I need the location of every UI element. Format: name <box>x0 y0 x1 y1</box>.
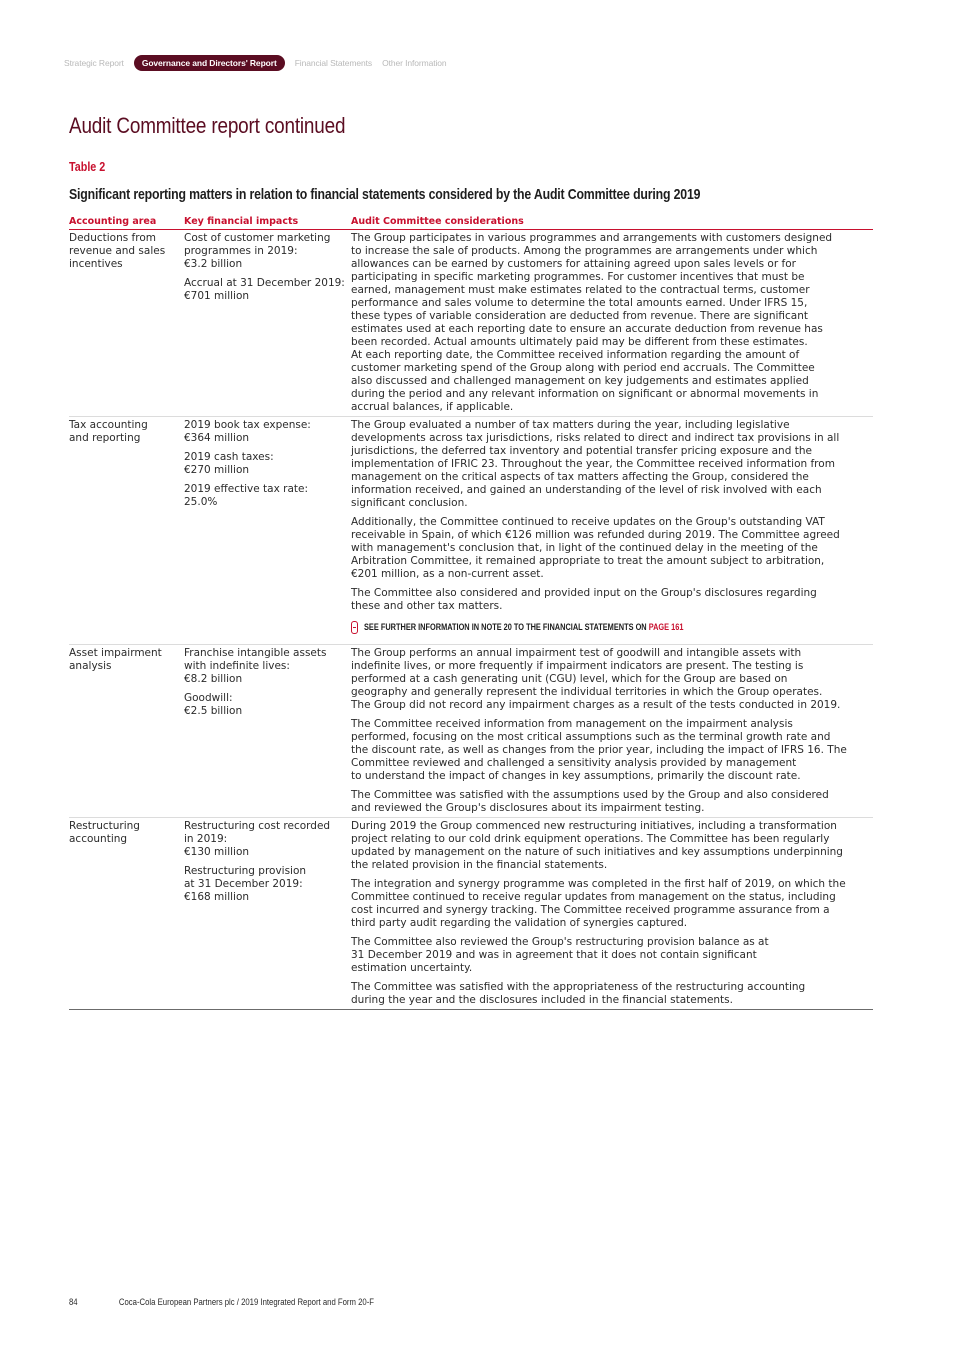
table-row <box>69 818 873 1010</box>
considerations-cell <box>351 419 873 644</box>
impact-text: 2019 cash taxes: €270 million <box>184 451 274 476</box>
accounting-area-text: Tax accounting and reporting <box>69 419 148 444</box>
table-row <box>69 417 873 645</box>
consideration-paragraph: The Committee was satisfied with the assumptions used by the Group and also considered and reviewed the Group's disclosures about its impairment testing. <box>351 789 829 814</box>
accounting-area-cell <box>69 820 184 1009</box>
impact-text: Accrual at 31 December 2019: €701 million <box>184 277 345 302</box>
consideration-paragraph: The Committee received information from management on the impairment analysis performed, focusing on the most critical assumptions such as the terminal growth rate and the discount rate, as well as changes from the prior year, including the impact of IFRS 16. The Committee reviewed and challenged a sensitivity analysis provided by management to understand the impact of changes in key assumptions, primarily the discount rate. <box>351 718 847 782</box>
page-title: Audit Committee report continued <box>69 113 346 138</box>
consideration-paragraph: The integration and synergy programme was completed in the first half of 2019, on which the Committee continued to receive regular updates from management on the status, including cost incurred and synergy tracking. The Committee received programme assurance from a third party audit regarding the validation of synergies captured. <box>351 878 846 929</box>
nav-tab-governance[interactable]: Governance and Directors' Report <box>134 55 285 71</box>
consideration-paragraph: During 2019 the Group commenced new restructuring initiatives, including a transformation project relating to our cold drink equipment operations. The Committee has been regularly updated by management on the nature of such initiatives and key assumptions underpinning the related provision in the financial statements. <box>351 820 843 871</box>
section-nav <box>64 55 457 71</box>
accounting-area-text: Asset impairment analysis <box>69 647 162 672</box>
page-reference-link[interactable]: PAGE 161 <box>648 622 684 632</box>
header-accounting-area: Accounting area <box>69 216 157 227</box>
document-reference-icon <box>351 621 358 634</box>
impact-text: Goodwill: €2.5 billion <box>184 692 243 717</box>
consideration-paragraph: Additionally, the Committee continued to receive updates on the Group's outstanding VAT receivable in Spain, of which €126 million was refunded during 2019. The Committee agreed with management's conclusion that, in light of the continued delay in the meeting of the Arbitration Committee, it remained appropriate to treat the amount subject to arbitration, €201 million, as a non-current asset. <box>351 516 840 580</box>
table-label: Table 2 <box>69 160 106 174</box>
impact-text: 2019 effective tax rate: 25.0% <box>184 483 309 508</box>
table-row <box>69 645 873 818</box>
consideration-paragraph: The Group participates in various programmes and arrangements with customers designed to increase the sale of products. Among the programmes are arrangements under which allowances can be earned by customers for attaining agreed upon sales levels or for participating in specific marketing programmes. For customer incentives that must be earned, management must make estimates related to the contractual terms, customer performance and sales volume to determine the total amounts earned. Under IFRS 15, these types of variable consideration are deducted from revenue. There are significant estimates used at each reporting date to ensure an accurate deduction from revenue has been recorded. Actual amounts ultimately paid may be different from these estimates. At each reporting date, the Committee received information regarding the amount of customer marketing spend of the Group along with period end accruals. The Committee also discussed and challenged management on key judgements and estimates applied during the period and any relevant information on significant or abnormal movements in accrual balances, if applicable. <box>351 232 833 413</box>
accounting-area-cell <box>69 419 184 644</box>
nav-tab-strategic-report[interactable]: Strategic Report <box>64 58 124 68</box>
accounting-area-cell <box>69 647 184 817</box>
table-title: Significant reporting matters in relation to financial statements considered by the Audit Committee during 2019 <box>69 186 701 203</box>
page-footer <box>69 1297 374 1307</box>
impact-text: Restructuring provision at 31 December 2019: €168 million <box>184 865 307 903</box>
nav-tab-other-information[interactable]: Other Information <box>382 58 447 68</box>
impact-text: Franchise intangible assets with indefinite lives: €8.2 billion <box>184 647 327 685</box>
considerations-cell <box>351 232 873 416</box>
header-audit-committee-considerations: Audit Committee considerations <box>351 216 524 227</box>
financial-impacts-cell <box>184 647 351 817</box>
consideration-paragraph: The Committee was satisfied with the appropriateness of the restructuring accounting during the year and the disclosures included in the financial statements. <box>351 981 806 1006</box>
consideration-paragraph: The Group performs an annual impairment test of goodwill and intangible assets with indefinite lives, or more frequently if impairment indicators are present. The testing is performed at a cash generating unit (CGU) level, which for the Group are based on geography and generally represent the individual territories in which the Group operates. The Group did not record any impairment charges as a result of the tests conducted in 2019. <box>351 647 841 711</box>
impact-text: Restructuring cost recorded in 2019: €130 million <box>184 820 331 858</box>
nav-tab-financial-statements[interactable]: Financial Statements <box>294 58 373 68</box>
table-row <box>69 230 873 417</box>
further-information-label: SEE FURTHER INFORMATION IN NOTE 20 TO THE FINANCIAL STATEMENTS ON <box>364 622 647 632</box>
consideration-paragraph: The Committee also reviewed the Group's restructuring provision balance as at 31 December 2019 and was in agreement that it does not contain significant estimation uncertainty. <box>351 936 769 974</box>
accounting-area-cell <box>69 232 184 416</box>
impact-text: Cost of customer marketing programmes in 2019: €3.2 billion <box>184 232 331 270</box>
header-key-financial-impacts: Key financial impacts <box>184 216 299 227</box>
accounting-area-text: Restructuring accounting <box>69 820 140 845</box>
significant-matters-table <box>69 216 873 1010</box>
accounting-area-text: Deductions from revenue and sales incentives <box>69 232 166 270</box>
consideration-paragraph: The Group evaluated a number of tax matters during the year, including legislative developments across tax jurisdictions, risks related to direct and indirect tax provisions in all jurisdictions, the deferred tax inventory and potential transfer pricing exposure and the implementation of IFRIC 23. Throughout the year, the Committee received information from management on the critical aspects of tax matters affecting the Group, considered the information received, and gained an understanding of the level of risk involved with each significant conclusion. <box>351 419 840 509</box>
publication-title: Coca-Cola European Partners plc / 2019 Integrated Report and Form 20-F <box>118 1297 375 1307</box>
further-information-link[interactable] <box>351 621 873 634</box>
table-header-row <box>69 216 873 230</box>
considerations-cell <box>351 820 873 1009</box>
impact-text: 2019 book tax expense: €364 million <box>184 419 311 444</box>
considerations-cell <box>351 647 873 817</box>
financial-impacts-cell <box>184 419 351 644</box>
financial-impacts-cell <box>184 820 351 1009</box>
further-information-text <box>364 621 683 634</box>
financial-impacts-cell <box>184 232 351 416</box>
consideration-paragraph: The Committee also considered and provided input on the Group's disclosures regarding these and other tax matters. <box>351 587 817 612</box>
page-number: 84 <box>69 1297 78 1307</box>
